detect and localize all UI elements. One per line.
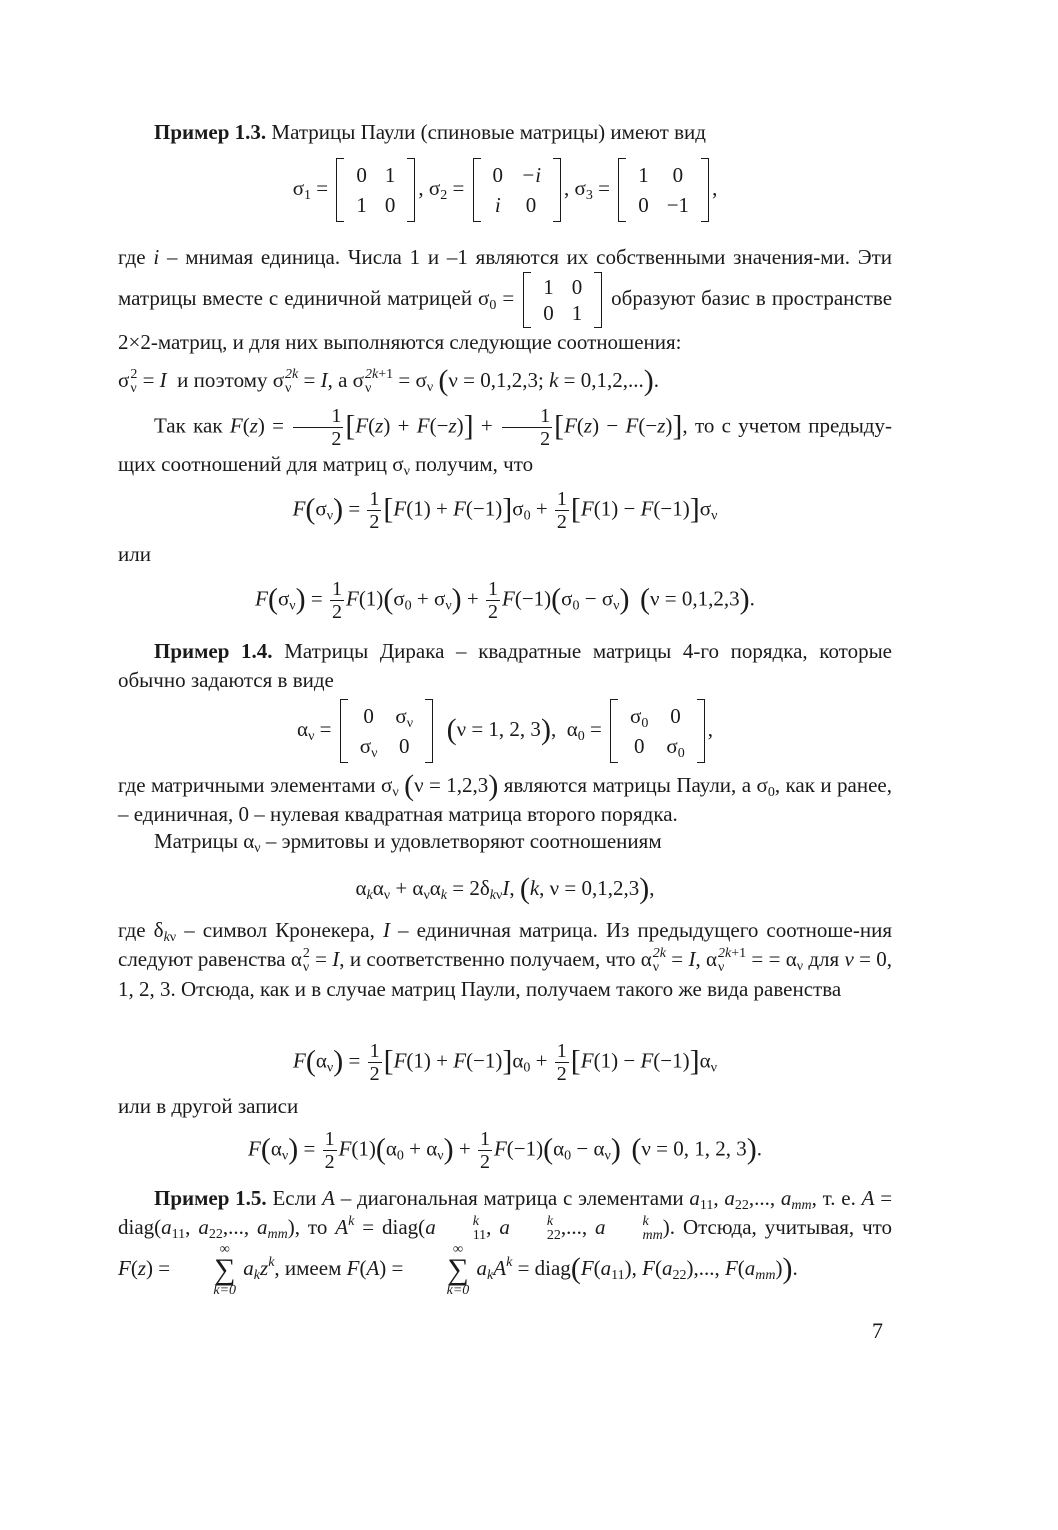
anticommutation-equation: $\alpha_k\alpha_\nu + \alpha_\nu\alpha_k = 2\delta_{k\nu}I$, (k, ν = 0,1,2,3),	[355, 872, 655, 905]
f-alpha-equation-1: $F(\alpha_\nu)$ = $\frac{1}{2}$ $[F(1) + F(-1)]\alpha_0$ + $\frac{1}{2}$ $[F(1) - F(-1)]\alpha_\nu$	[293, 1040, 717, 1085]
ex15-text2: – диагональная матрица с элементами	[340, 1186, 684, 1210]
ex14-text10: для	[808, 947, 840, 971]
example-1-3-intro-text: Матрицы Паули (спиновые матрицы) имеют вид	[271, 120, 706, 144]
page-number: 7	[872, 1318, 883, 1343]
example-1-4-intro	[118, 637, 892, 695]
ex13-text3: образуют базис в пространстве 2×2-матриц, и для них выполняются следующие соотношения:	[118, 285, 893, 354]
ex14-text3: , как и ранее, – единичная, 0 – нулевая квадратная матрица второго порядка.	[118, 773, 892, 826]
or-1: или	[118, 542, 151, 566]
kronecker-paragraph: где $\delta_{k\nu}$ – символ Кронекера, I – единичная матрица. Из предыдущего соотноше-ния следуют равенства α 2 ν = I, и соответственно получаем, что α 2k ν = I, α 2k+1 ν = = $\alpha_\nu$ для v = 0, 1, 2, 3. Отсюда, как и в случае матриц Паули, получаем такого же вида равенства	[118, 918, 892, 1002]
ex14-text11: = 0, 1, 2, 3. Отсюда, как и в случае матриц Паули, получаем такого же вида равенства	[118, 947, 892, 1002]
ex15-text4: , то	[294, 1215, 328, 1239]
example-1-5: Пример 1.5. Если A – диагональная матрица с элементами $a_{11}$, $a_{22}$,..., $a_{mm}$, т. е. $A = diag(a_{11}$, $a_{22}$,..., $a_{mm}$), то $A^k$ = diag(a k 11 , a k 22 ,..., a k mm ). Отсюда, учитывая, что F(z) = ∞ ∑ k=0 $a_kz^k$, имеем F(A) = ∞ ∑ k=0 $a_kA^k$ = $diag(F(a_{11})$, $F(a_{22})$,..., $F(a_{mm})$).	[118, 1186, 893, 1299]
ex14-text1: где матричными элементами	[118, 773, 376, 797]
ex15-text3: т. е.	[822, 1186, 856, 1210]
example-1-5-label: Пример 1.5.	[154, 1186, 267, 1210]
pauli-relations: σ 2 ν = I и поэтому σ 2k ν = I, а σ 2k+1 ν = $\sigma_\nu$ (ν = 0,1,2,3; k = 0,1,2,...).	[118, 364, 660, 397]
ex13-so-that-3: получим, что	[415, 452, 534, 476]
example-1-3-label: Пример 1.3.	[154, 120, 267, 144]
example-1-4-intro-text: Матрицы Дирака – квадратные матрицы 4-го порядка, которые обычно задаются в виде	[118, 639, 892, 692]
ex13-so-that-2: , то с учетом предыду-щих соотношений для матриц	[118, 413, 892, 476]
ex14-text2: являются матрицы Паули, а	[503, 773, 752, 797]
so-that-paragraph: Так как F(z) = $\frac{1}{2}$ [F(z) + F(−z)] + $\frac{1}{2}$ [F(z) − F(−z)], то с учетом предыду-щих соотношений для матриц $\sigma_\nu$ получим, что	[118, 405, 892, 479]
dirac-matrices-equation: $\alpha_\nu$ = 0 $\sigma_\nu$ $\sigma_\nu$ 0 (ν = 1, 2, 3), $\alpha_0$ = $\sigma_0$ 0 0 $\sigma_0$ ,	[118, 699, 892, 763]
or-other: или в другой записи	[118, 1094, 299, 1118]
ex14-text7: – символ Кронекера,	[184, 918, 375, 942]
f-sigma-equation-2: $F(\sigma_\nu)$ = $\frac{1}{2}$ $F(1)(\sigma_0 + \sigma_\nu)$ + $\frac{1}{2}$ $F(-1)(\sigma_0 - \sigma_\nu) (\nu = 0,1,2,3)$.	[255, 578, 755, 623]
f-sigma-equation-1: $F(\sigma_\nu)$ = $\frac{1}{2}$ $[F(1) + F(-1)]\sigma_0$ + $\frac{1}{2}$ $[F(1) - F(-1)]\sigma_\nu$	[292, 488, 718, 533]
ex13-text2: – мнимая единица. Числа 1 и –1 являются их собственными значения-ми. Эти матрицы вместе с единичной матрицей	[118, 245, 893, 310]
pauli-matrices-equation: $\sigma_1$ = 0 1 1 0 , $\sigma_2$ = 0 −i i 0 , $\sigma_3$ = 1 0 0 −1 ,	[118, 158, 892, 222]
example-1-4-label: Пример 1.4.	[154, 639, 273, 663]
dirac-hermitian: Матрицы $\alpha_\nu$ – эрмитовы и удовлетворяют соотношениям	[154, 829, 662, 856]
ex13-text4: и поэтому	[177, 368, 268, 392]
ex15-text1: Если	[272, 1186, 317, 1210]
ex14-text8: – единичная матрица. Из предыдущего соотноше-ния следуют равенства	[118, 918, 892, 971]
ex14-text9: , и соответственно получаем, что	[339, 947, 636, 971]
ex13-so-that-1: Так как	[154, 413, 223, 438]
example-1-3-intro	[118, 118, 892, 147]
ex14-text5: – эрмитовы и удовлетворяют соотношениям	[265, 829, 662, 853]
ex14-text6: где	[118, 918, 146, 942]
f-alpha-equation-2: $F(\alpha_\nu)$ = $\frac{1}{2}$ $F(1)(\alpha_0 + \alpha_\nu)$ + $\frac{1}{2}$ $F(-1)(\alpha_0 - \alpha_\nu) (\nu = 0$, 1, 2, 3).	[248, 1128, 762, 1173]
ex15-text6: , имеем	[274, 1256, 342, 1280]
dirac-description: где матричными элементами $\sigma_\nu$ (ν = 1,2,3) являются матрицы Паули, а $\sigma_0$, как и ранее, – единичная, 0 – нулевая квадратная матрица второго порядка.	[118, 769, 892, 826]
ex14-text4: Матрицы	[154, 829, 238, 853]
ex15-text5: . Отсюда, учитывая, что	[669, 1215, 893, 1239]
ex13-text1: где	[118, 245, 146, 269]
pauli-description: где i – мнимая единица. Числа 1 и –1 являются их собственными значения-ми. Эти матрицы вместе с единичной матрицей $\sigma_0$ = 1 0 0 1 образуют базис в пространстве 2×2-матриц, и для них выполняются следующие соотношения:	[118, 245, 893, 354]
